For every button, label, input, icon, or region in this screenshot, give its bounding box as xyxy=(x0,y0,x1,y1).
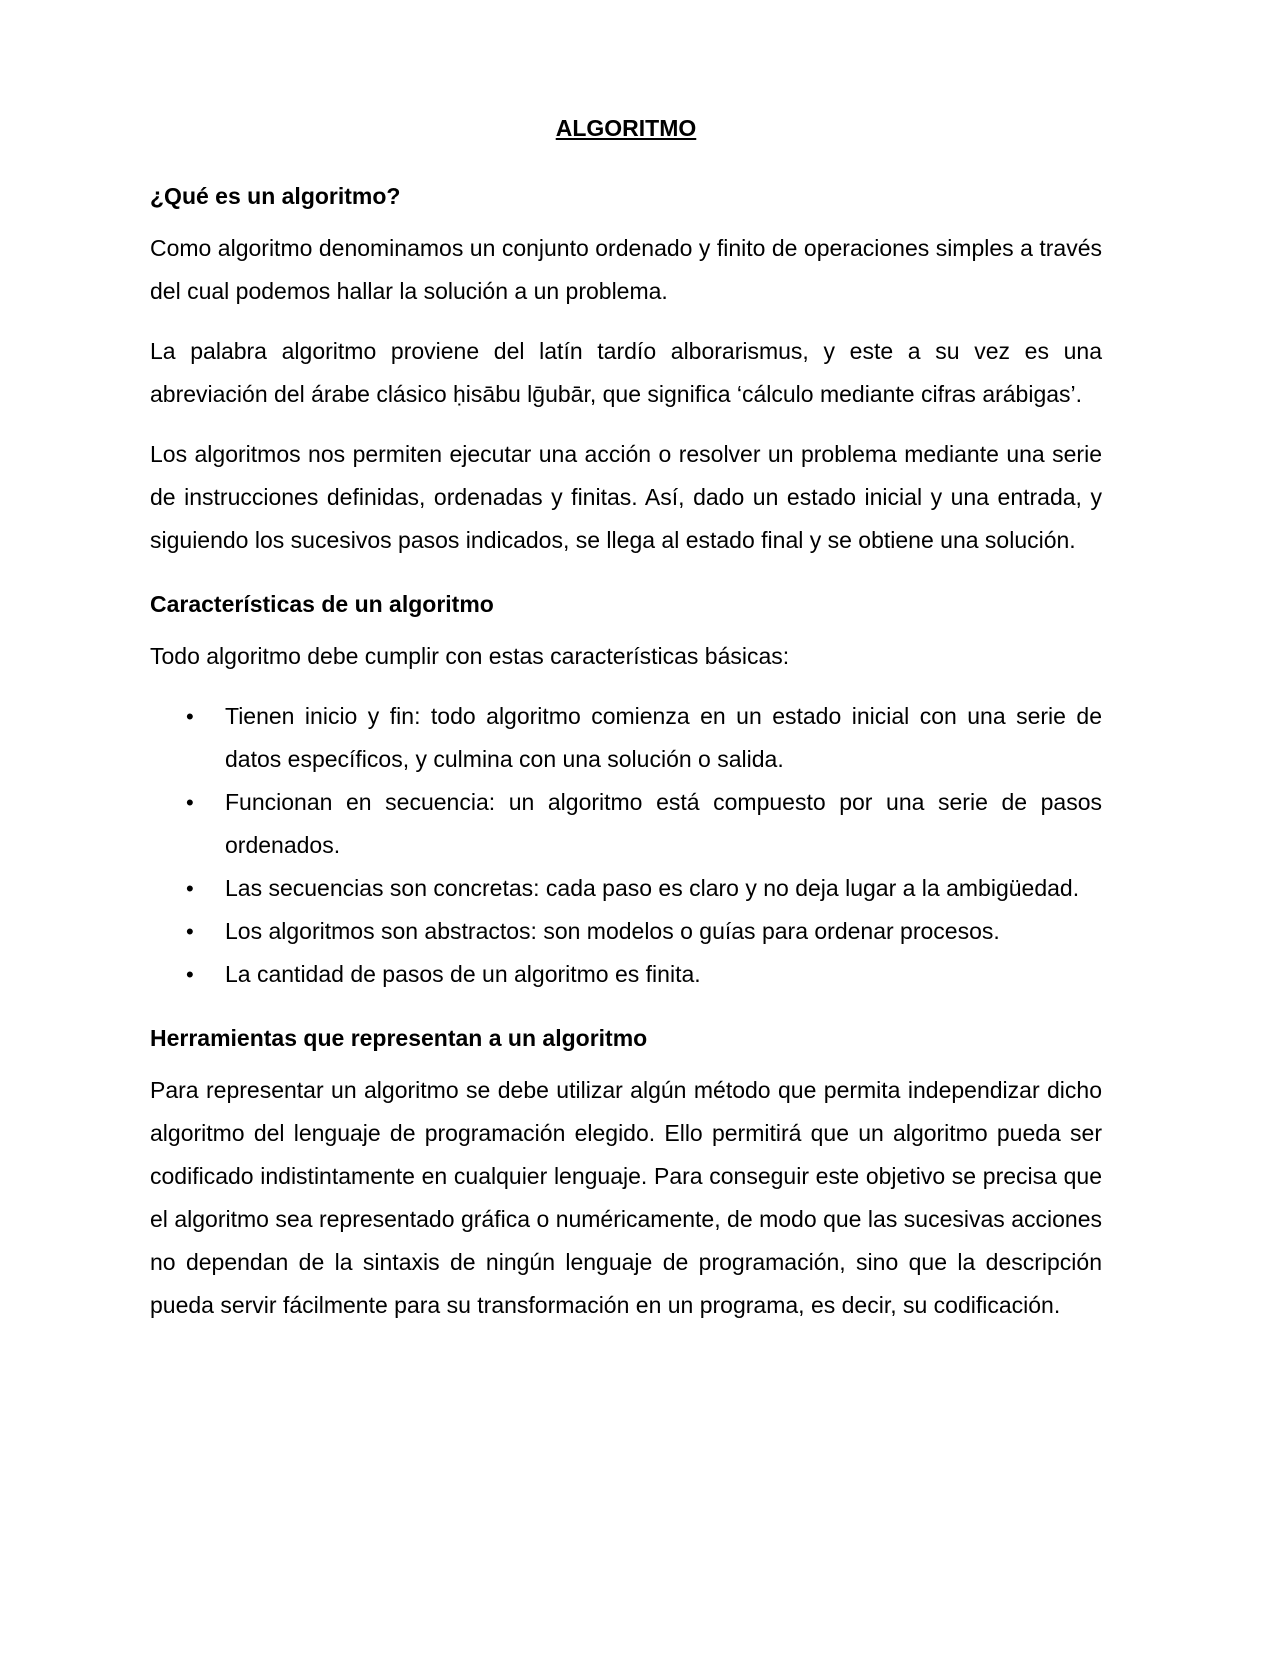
section-heading-what-is: ¿Qué es un algoritmo? xyxy=(150,183,401,209)
list-item xyxy=(150,910,1102,953)
section-heading-characteristics: Características de un algoritmo xyxy=(150,591,494,617)
bullet-icon: • xyxy=(186,919,194,944)
bullet-icon: • xyxy=(186,876,194,901)
bullet-icon: • xyxy=(186,790,194,815)
paragraph-characteristics-intro: Todo algoritmo debe cumplir con estas características básicas: xyxy=(150,643,790,669)
list-item-text: La cantidad de pasos de un algoritmo es finita. xyxy=(225,961,701,987)
bullet-icon: • xyxy=(186,704,194,729)
paragraph-tools: Para representar un algoritmo se debe utilizar algún método que permita independizar dicho algoritmo del lenguaje de programación elegido. Ello permitirá que un algoritmo pueda ser codificado indistintamente en cualquier lenguaje. Para conseguir este objetivo se precisa que el algoritmo sea representado gráfica o numéricamente, de modo que las sucesivas acciones no dependan de la sintaxis de ningún lenguaje de programación, sino que la descripción pueda servir fácilmente para su transformación en un programa, es decir, su codificación. xyxy=(150,1077,1102,1318)
list-item xyxy=(150,695,1102,781)
paragraph-purpose: Los algoritmos nos permiten ejecutar una acción o resolver un problema mediante una serie de instrucciones definidas, ordenadas y finitas. Así, dado un estado inicial y una entrada, y siguiendo los sucesivos pasos indicados, se llega al estado final y se obtiene una solución. xyxy=(150,441,1102,553)
list-item-text: Tienen inicio y fin: todo algoritmo comienza en un estado inicial con una serie de datos específicos, y culmina con una solución o salida. xyxy=(225,703,1102,772)
bullet-icon: • xyxy=(186,962,194,987)
list-item xyxy=(150,867,1102,910)
paragraph-etymology: La palabra algoritmo proviene del latín tardío alborarismus, y este a su vez es una abreviación del árabe clásico ḥisābu lḡubār, que significa ‘cálculo mediante cifras arábigas’. xyxy=(150,338,1102,407)
list-item xyxy=(150,781,1102,867)
list-item xyxy=(150,953,1102,996)
list-item-text: Las secuencias son concretas: cada paso es claro y no deja lugar a la ambigüedad. xyxy=(225,875,1080,901)
paragraph-definition: Como algoritmo denominamos un conjunto ordenado y finito de operaciones simples a través del cual podemos hallar la solución a un problema. xyxy=(150,235,1102,304)
document-page xyxy=(150,100,1102,1327)
list-item-text: Funcionan en secuencia: un algoritmo está compuesto por una serie de pasos ordenados. xyxy=(225,789,1102,858)
list-item-text: Los algoritmos son abstractos: son modelos o guías para ordenar procesos. xyxy=(225,918,1000,944)
document-title: ALGORITMO xyxy=(555,115,697,141)
characteristics-list xyxy=(150,695,1102,996)
section-heading-tools: Herramientas que representan a un algoritmo xyxy=(150,1025,648,1051)
